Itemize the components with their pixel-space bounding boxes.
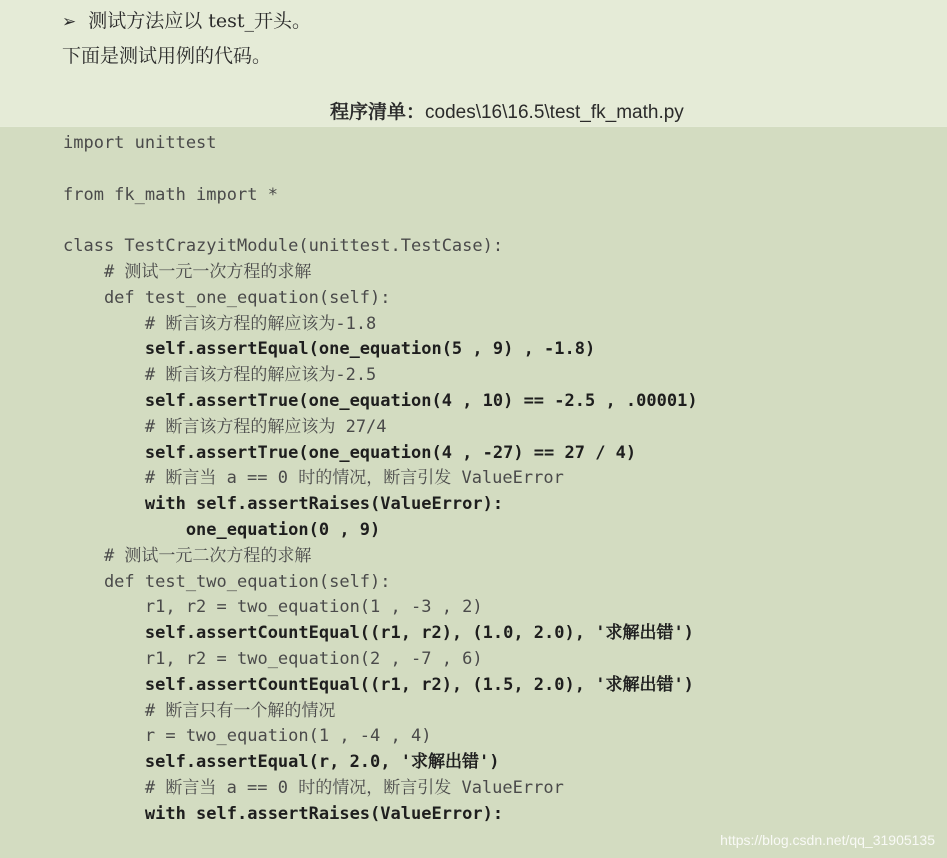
listing-caption: [330, 97, 684, 124]
code-line: r1, r2 = two_equation(2 , -7 , 6): [63, 649, 483, 669]
page-header-area: [0, 0, 947, 126]
code-line: with self.assertRaises(ValueError):: [63, 494, 504, 515]
code-line: self.assertCountEqual((r1, r2), (1.5, 2.0), '求解出错'): [63, 674, 694, 695]
code-line: self.assertEqual(r, 2.0, '求解出错'): [63, 752, 500, 773]
code-comment-line: # 断言该方程的解应该为-1.8: [63, 313, 377, 334]
bullet-text: 测试方法应以 test_开头。: [88, 10, 312, 32]
code-line: self.assertTrue(one_equation(4 , -27) == 27 / 4): [63, 442, 637, 463]
bullet-arrow-icon: ➢: [62, 12, 77, 32]
code-line: import unittest: [63, 133, 217, 153]
code-line: r = two_equation(1 , -4 , 4): [63, 726, 432, 747]
code-comment-line: # 断言当 a == 0 时的情况，断言引发 ValueError: [63, 778, 564, 798]
intro-paragraph: 下面是测试用例的代码。: [62, 45, 272, 67]
code-line: from fk_math import *: [63, 184, 278, 205]
code-line: def test_two_equation(self):: [63, 571, 391, 592]
code-line: def test_one_equation(self):: [63, 287, 391, 308]
listing-path: codes\16\16.5\test_fk_math.py: [425, 102, 684, 123]
code-line: r1, r2 = two_equation(1 , -3 , 2): [63, 597, 483, 618]
code-comment-line: # 断言该方程的解应该为 27/4: [63, 416, 387, 437]
code-comment-line: # 断言该方程的解应该为-2.5: [63, 365, 377, 386]
listing-label: 程序清单：: [330, 101, 426, 123]
watermark: https://blog.csdn.net/qq_31905135: [720, 832, 935, 848]
code-line: class TestCrazyitModule(unittest.TestCase):: [63, 236, 504, 257]
code-line: self.assertTrue(one_equation(4 , 10) == -2.5 , .00001): [63, 391, 698, 411]
code-comment-line: # 断言只有一个解的情况: [63, 700, 336, 721]
code-comment-line: # 测试一元二次方程的求解: [63, 545, 312, 566]
code-line: with self.assertRaises(ValueError):: [63, 803, 504, 824]
code-line: self.assertCountEqual((r1, r2), (1.0, 2.0), '求解出错'): [63, 623, 694, 644]
code-line: one_equation(0 , 9): [63, 520, 381, 540]
code-line: self.assertEqual(one_equation(5 , 9) , -1.8): [63, 339, 596, 360]
bullet-item: [62, 6, 311, 33]
code-block: [0, 127, 947, 858]
code-comment-line: # 断言当 a == 0 时的情况，断言引发 ValueError: [63, 468, 564, 489]
code-comment-line: # 测试一元一次方程的求解: [63, 262, 312, 282]
